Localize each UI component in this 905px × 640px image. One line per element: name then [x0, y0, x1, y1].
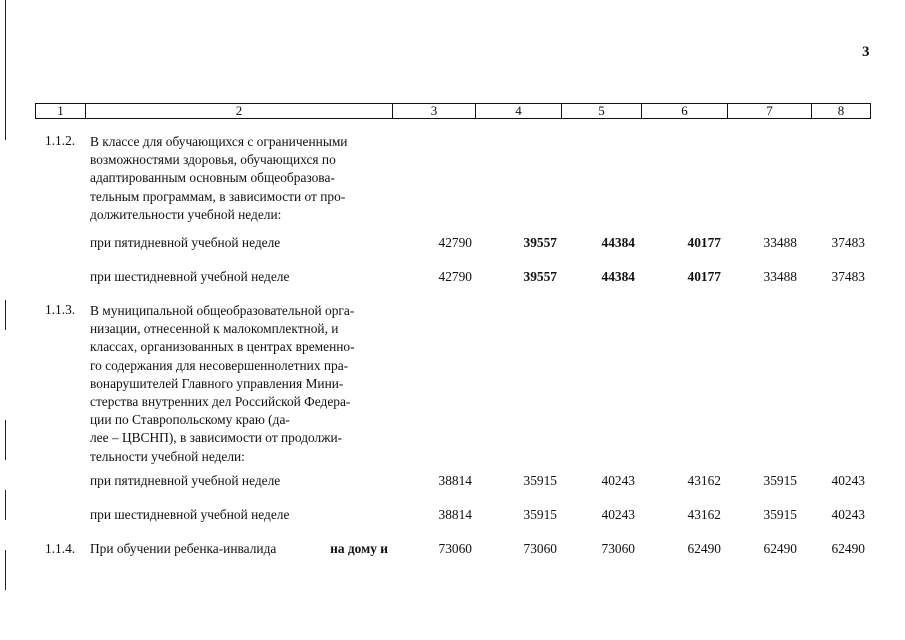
section-number-1-1-2: 1.1.2. — [45, 133, 76, 148]
column-header-8: 8 — [837, 103, 845, 118]
row-label: при пятидневной учебной неделе — [90, 235, 281, 250]
description-line: классах, организованных в центрах временно- — [90, 339, 355, 355]
column-header-7: 7 — [728, 104, 812, 118]
description-line: должительности учебной недели: — [90, 206, 282, 222]
cell-col5: 40243 — [601, 473, 635, 488]
cell-col3: 73060 — [438, 541, 472, 556]
cell-col5: 44384 — [601, 269, 635, 284]
description-line: вонарушителей Главного управления Мини- — [90, 375, 344, 391]
cell-col6: 43162 — [687, 507, 721, 522]
cell-col8: 40243 — [831, 473, 865, 488]
cell-col7: 62490 — [763, 541, 797, 556]
column-header-3: 3 — [393, 104, 476, 118]
cell-col5: 40243 — [601, 507, 635, 522]
cell-col3: 38814 — [438, 473, 472, 488]
scan-edge-mark — [5, 550, 6, 590]
cell-col4: 35915 — [523, 473, 557, 488]
cell-col4: 39557 — [523, 235, 557, 250]
cell-col4: 39557 — [523, 269, 557, 284]
section-description-1-1-3 — [90, 302, 388, 466]
cell-col8: 37483 — [831, 269, 865, 284]
description-line: возможностями здоровья, обучающихся по — [90, 152, 336, 168]
cell-col6: 62490 — [687, 541, 721, 556]
cell-col4: 35915 — [523, 507, 557, 522]
column-header-5: 5 — [562, 104, 642, 118]
scan-edge-mark — [5, 490, 6, 520]
description-line: стерства внутренних дел Российской Федера- — [90, 394, 351, 410]
column-header-1: 1 — [36, 104, 86, 118]
cell-col7: 33488 — [763, 235, 797, 250]
scan-edge-mark — [5, 0, 6, 140]
scan-edge-mark — [5, 300, 6, 330]
scan-edge-mark — [5, 420, 6, 460]
section-number-1-1-3: 1.1.3. — [45, 302, 76, 317]
cell-col8: 37483 — [831, 235, 865, 250]
description-bold-text: на дому и — [330, 541, 388, 556]
section-description-1-1-4 — [90, 541, 388, 557]
description-line: В муниципальной общеобразовательной орга- — [90, 303, 355, 318]
description-line: тельности учебной недели: — [90, 448, 245, 464]
cell-col6: 40177 — [687, 235, 721, 250]
column-header-6: 6 — [642, 104, 728, 118]
column-header-4: 4 — [476, 104, 562, 118]
description-line: тельным программам, в зависимости от про- — [90, 188, 346, 204]
column-header-2: 2 — [86, 104, 393, 118]
description-line: лее – ЦВСНП), в зависимости от продолжи- — [90, 430, 343, 446]
page-number: 3 — [862, 44, 870, 60]
description-line: В классе для обучающихся с ограниченными — [90, 134, 348, 149]
row-label: при шестидневной учебной неделе — [90, 269, 290, 284]
cell-col7: 35915 — [763, 507, 797, 522]
description-line: го содержания для несовершеннолетних пра- — [90, 357, 349, 373]
section-number-1-1-4: 1.1.4. — [45, 541, 76, 556]
cell-col7: 33488 — [763, 269, 797, 284]
cell-col5: 44384 — [601, 235, 635, 250]
cell-col5: 73060 — [601, 541, 635, 556]
cell-col6: 40177 — [687, 269, 721, 284]
cell-col3: 42790 — [438, 269, 472, 284]
description-line: адаптированным основным общеобразова- — [90, 170, 335, 186]
description-text: При обучении ребенка-инвалида — [90, 541, 277, 556]
column-header-row — [35, 103, 871, 119]
description-line: ции по Ставропольскому краю (да- — [90, 412, 290, 428]
cell-col3: 42790 — [438, 235, 472, 250]
cell-col3: 38814 — [438, 507, 472, 522]
cell-col8: 40243 — [831, 507, 865, 522]
row-label: при пятидневной учебной неделе — [90, 473, 281, 488]
description-line: низации, отнесенной к малокомплектной, и — [90, 321, 339, 337]
cell-col7: 35915 — [763, 473, 797, 488]
cell-col4: 73060 — [523, 541, 557, 556]
row-label: при шестидневной учебной неделе — [90, 507, 290, 522]
section-description-1-1-2 — [90, 133, 388, 224]
cell-col6: 43162 — [687, 473, 721, 488]
cell-col8: 62490 — [831, 541, 865, 556]
